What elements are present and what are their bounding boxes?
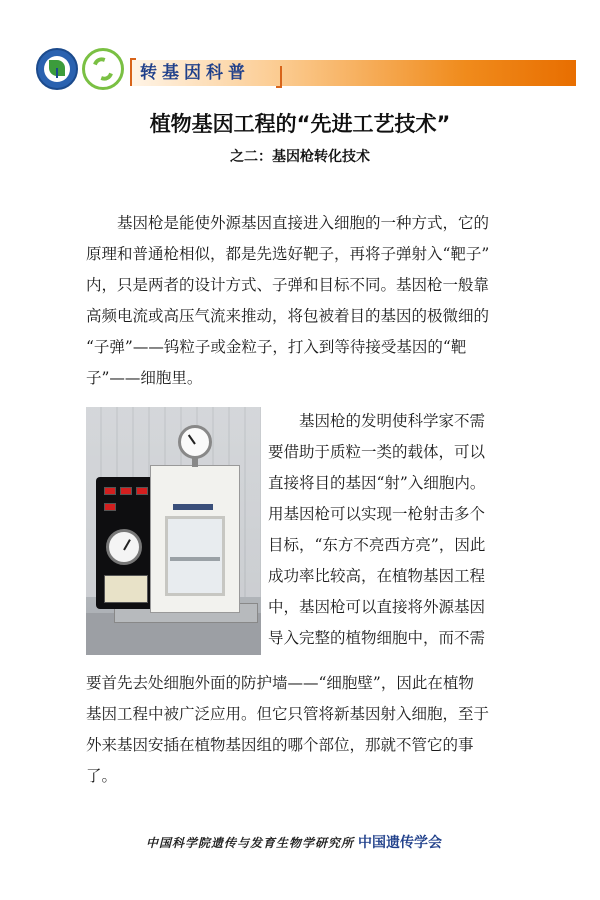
text-line: 子”——细胞里。 — [86, 369, 203, 387]
institute-logo — [36, 48, 78, 90]
text-line: 目标，“东方不亮西方亮”，因此 — [268, 536, 486, 554]
text-line: 基因工程中被广泛应用。但它只管将新基因射入细胞，至于 — [86, 705, 490, 723]
paragraph-continuation — [86, 668, 552, 792]
paragraph-invention — [268, 406, 552, 654]
footer — [0, 832, 600, 854]
gene-gun-photo — [86, 407, 261, 655]
text-line: 成功率比较高，在植物基因工程 — [268, 567, 486, 585]
section-title: 转基因科普 — [140, 63, 250, 83]
page-subtitle: 之二：基因枪转化技术 — [230, 149, 370, 165]
text-line: 基因枪是能使外源基因直接进入细胞的一种方式，它的 — [117, 214, 490, 232]
text-line: 了。 — [86, 767, 118, 785]
text-line: 原理和普通枪相似，都是先选好靶子，再将子弹射入“靶子” — [86, 245, 490, 263]
bracket-left-icon — [130, 58, 136, 86]
text-line: 中，基因枪可以直接将外源基因 — [268, 598, 486, 616]
text-line: 导入完整的植物细胞中，而不需 — [268, 629, 486, 647]
bracket-right-icon — [276, 66, 282, 88]
header — [36, 44, 576, 94]
text-line: 要借助于质粒一类的载体，可以 — [268, 443, 486, 461]
page-title: 植物基因工程的“先进工艺技术” — [149, 112, 451, 136]
text-line: “子弹”——钨粒子或金粒子，打入到等待接受基因的“靶 — [86, 338, 467, 356]
text-line: 用基因枪可以实现一枪射击多个 — [268, 505, 486, 523]
text-line: 基因枪的发明使科学家不需 — [299, 412, 486, 430]
footer-society: 中国遗传学会 — [358, 835, 442, 851]
paragraph-intro — [86, 208, 552, 394]
text-line: 高频电流或高压气流来推动，将包被着目的基因的极微细的 — [86, 307, 490, 325]
footer-institute: 中国科学院遗传与发育生物学研究所 — [146, 836, 355, 850]
text-line: 直接将目的基因“射”入细胞内。 — [268, 474, 486, 492]
text-line: 外来基因安插在植物基因组的哪个部位，那就不管它的事 — [86, 736, 474, 754]
society-logo — [82, 48, 124, 90]
text-line: 要首先去处细胞外面的防护墙——“细胞壁”，因此在植物 — [86, 674, 474, 692]
text-line: 内，只是两者的设计方式、子弹和目标不同。基因枪一般靠 — [86, 276, 490, 294]
